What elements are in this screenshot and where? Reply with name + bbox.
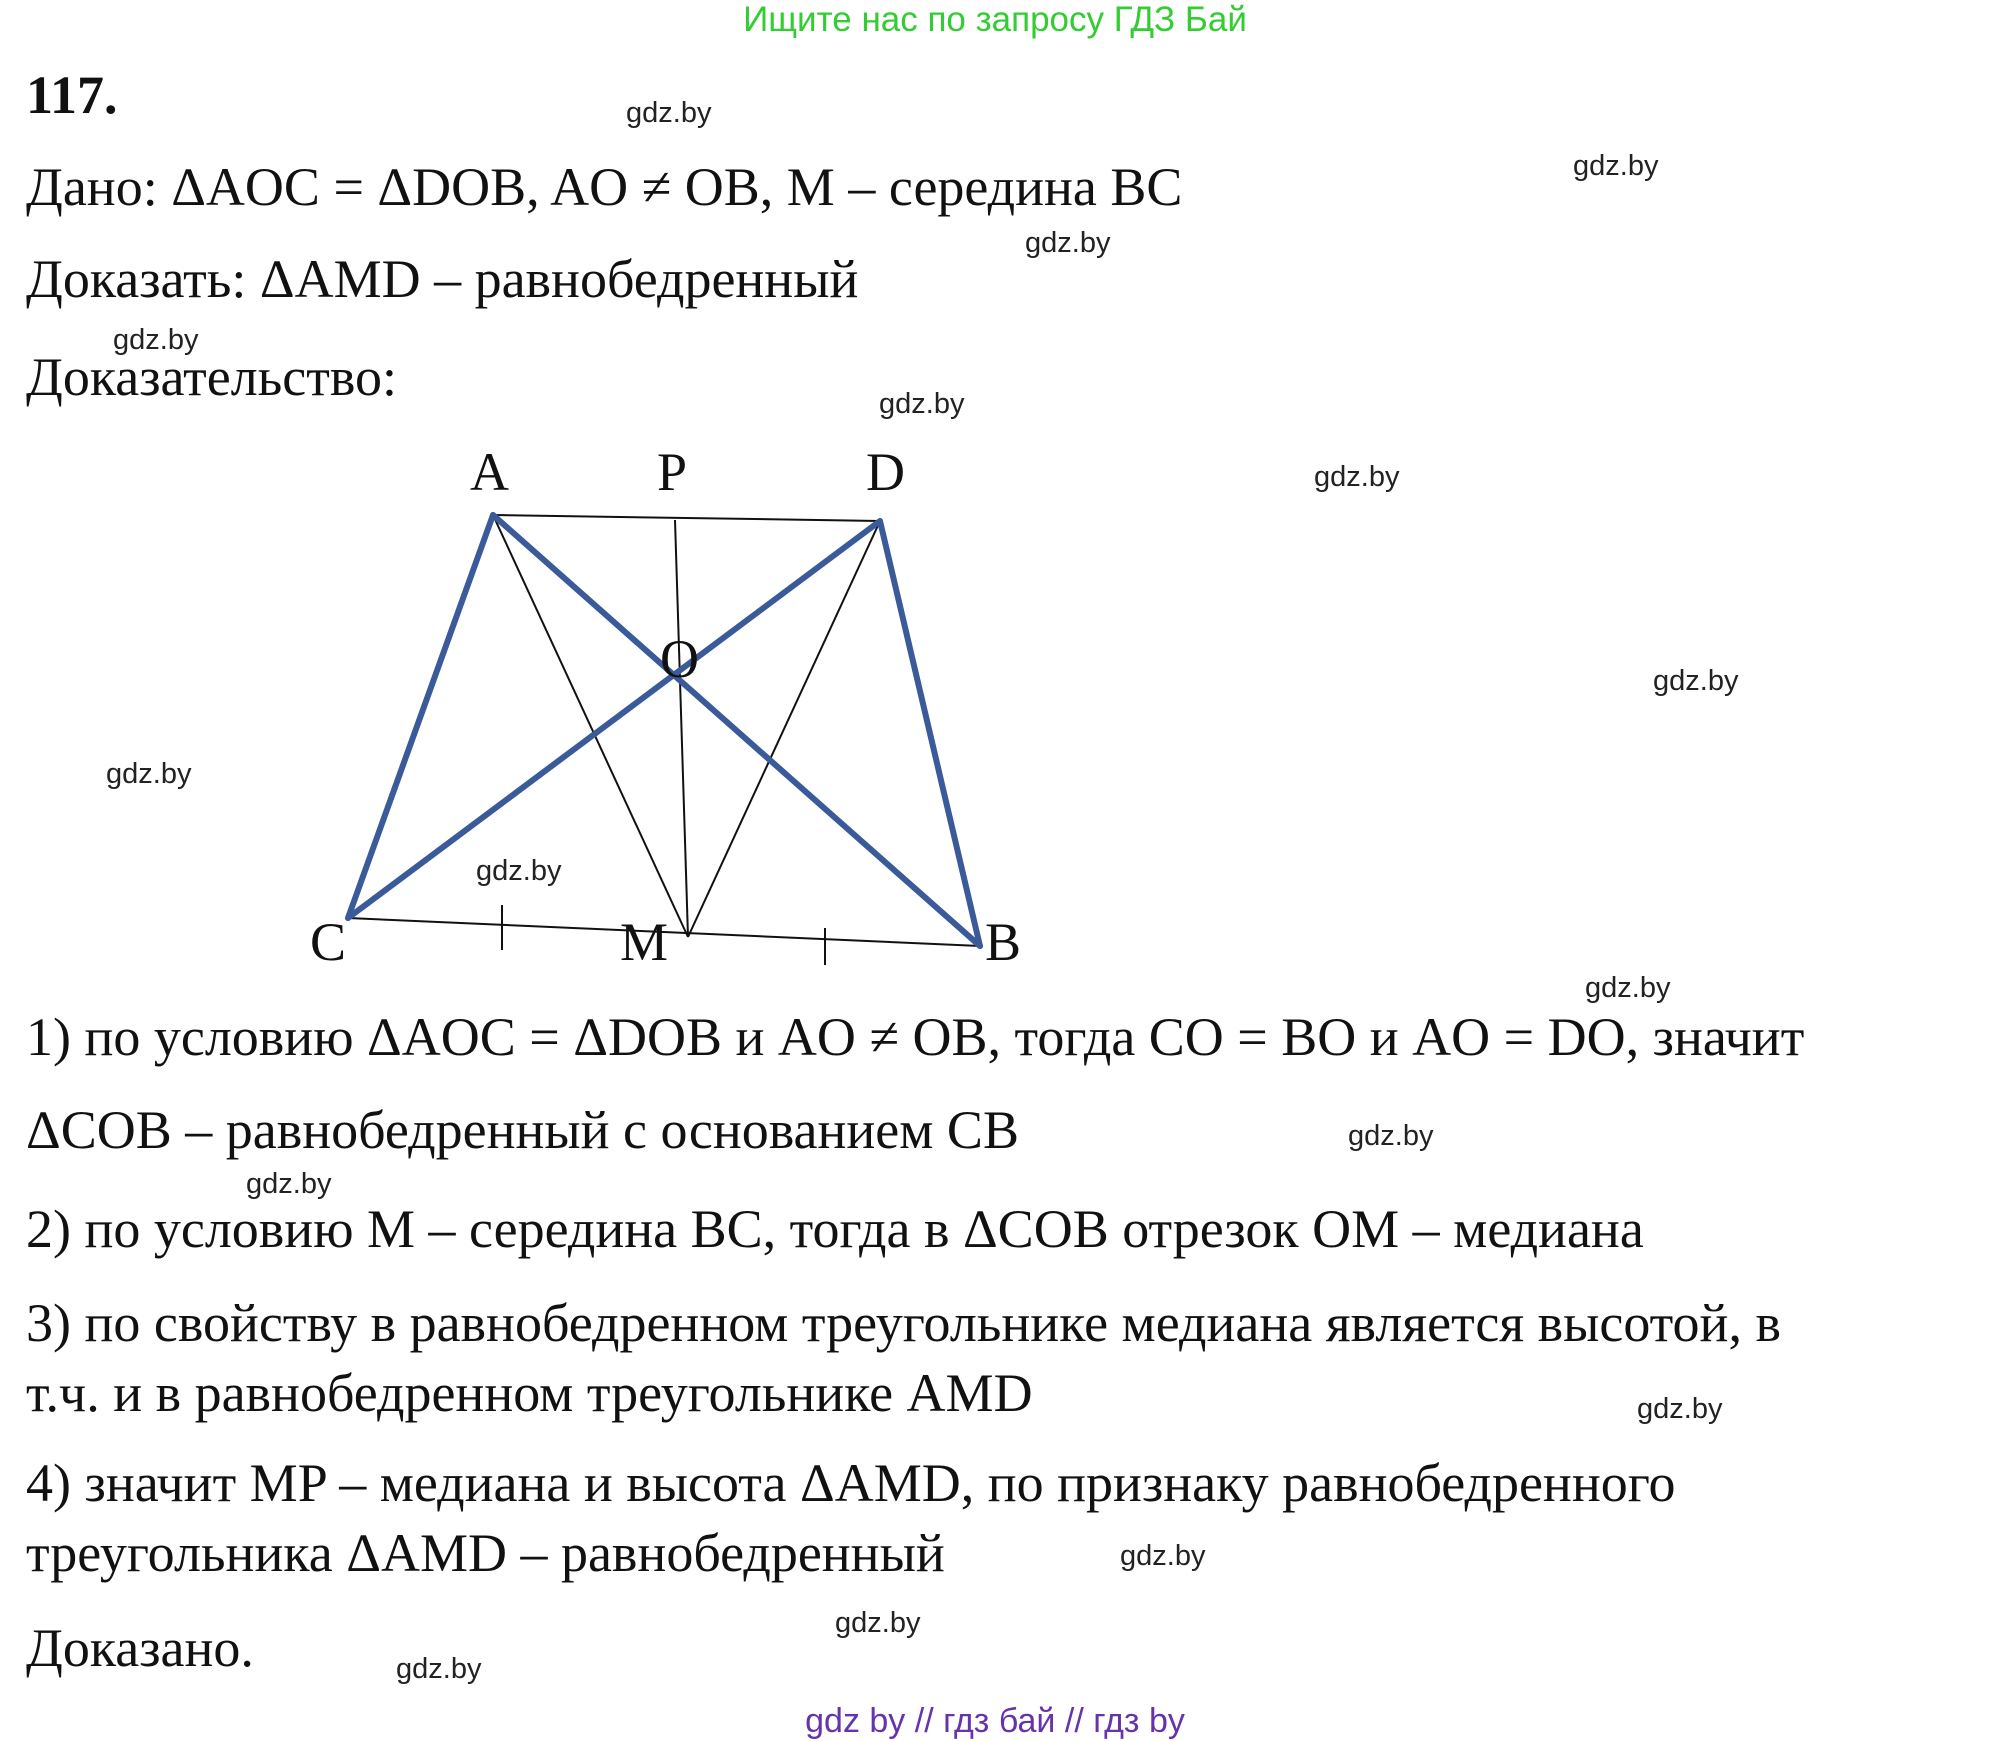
segment-AC (348, 515, 493, 918)
segment-AD (493, 515, 880, 521)
segment-DB (880, 521, 980, 946)
watermark: gdz.by (1025, 227, 1111, 259)
given-line: Дано: ΔAOC = ΔDOB, AO ≠ OB, M – середина BC (26, 157, 1183, 217)
geometry-figure (280, 420, 1040, 980)
watermark: gdz.by (1314, 461, 1400, 493)
footer-links: gdz by // гдз бай // гдз by (805, 1702, 1185, 1740)
segment-PM (675, 520, 688, 937)
top-banner: Ищите нас по запросу ГДЗ Бай (743, 0, 1247, 39)
label-C: C (310, 912, 347, 972)
watermark: gdz.by (1653, 665, 1739, 697)
label-O: O (660, 629, 699, 689)
watermark: gdz.by (835, 1607, 921, 1639)
watermark: gdz.by (1585, 972, 1671, 1004)
step-3-line-1: 3) по свойству в равнобедренном треугольнике медиана является высотой, в (26, 1293, 1781, 1353)
watermark: gdz.by (106, 758, 192, 790)
watermark: gdz.by (396, 1653, 482, 1685)
watermark: gdz.by (246, 1168, 332, 1200)
thick-segments (348, 515, 980, 946)
label-D: D (866, 442, 905, 502)
watermark: gdz.by (476, 855, 562, 887)
watermark: gdz.by (626, 97, 712, 129)
step-1-line-2: ΔCOB – равнобедренный с основанием CB (26, 1100, 1019, 1160)
watermark: gdz.by (1637, 1393, 1723, 1425)
step-4-line-1: 4) значит MP – медиана и высота ΔAMD, по признаку равнобедренного (26, 1453, 1676, 1513)
step-1-line-1: 1) по условию ΔAOC = ΔDOB и AO ≠ OB, тогда CO = BO и AO = DO, значит (26, 1007, 1805, 1067)
watermark: gdz.by (879, 388, 965, 420)
watermark: gdz.by (1573, 150, 1659, 182)
segment-DC (348, 521, 880, 918)
label-B: B (985, 912, 1022, 972)
label-A: A (470, 442, 509, 502)
prove-line: Доказать: ΔAMD – равнобедренный (26, 249, 859, 309)
segment-AB (493, 515, 980, 946)
watermark: gdz.by (113, 324, 199, 356)
step-3-line-2: т.ч. и в равнобедренном треугольнике AMD (26, 1363, 1033, 1423)
proof-heading: Доказательство: (26, 347, 397, 407)
watermark: gdz.by (1120, 1540, 1206, 1572)
label-P: P (657, 442, 688, 502)
watermark: gdz.by (1348, 1120, 1434, 1152)
segment-DM (688, 521, 880, 937)
step-4-line-2: треугольника ΔAMD – равнобедренный (26, 1523, 945, 1583)
thin-segments (348, 515, 980, 965)
step-2: 2) по условию M – середина BC, тогда в ΔCOB отрезок OM – медиана (26, 1199, 1644, 1259)
conclusion: Доказано. (26, 1618, 254, 1678)
problem-number: 117. (26, 65, 118, 125)
label-M: M (620, 912, 669, 972)
